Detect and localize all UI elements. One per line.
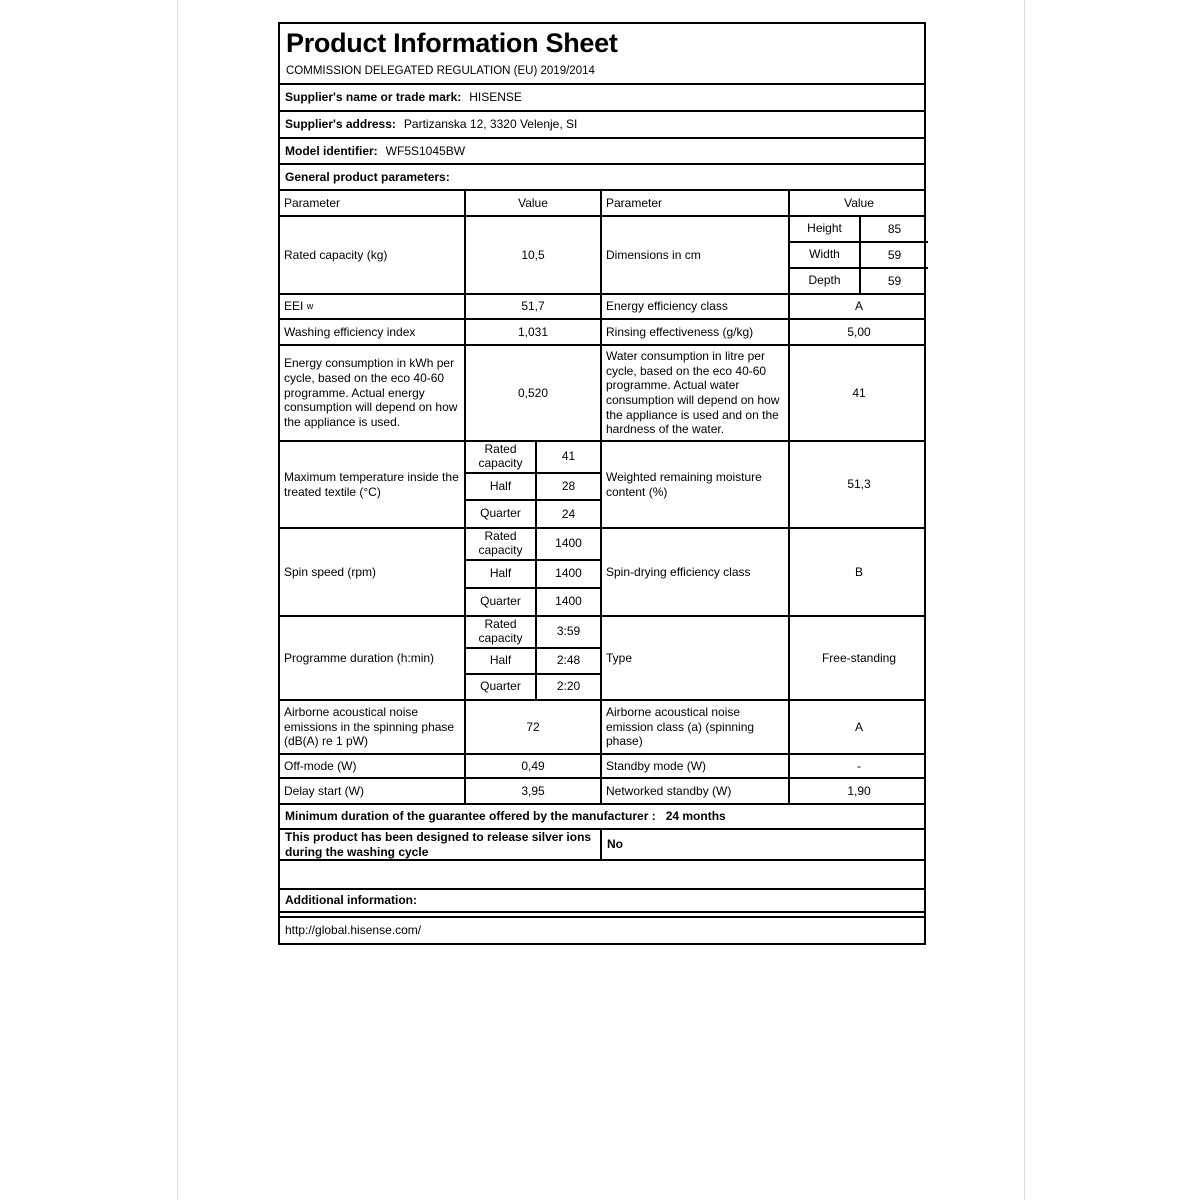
row-general-parameters bbox=[280, 165, 924, 191]
regulation-subtitle: COMMISSION DELEGATED REGULATION (EU) 2019/2014 bbox=[286, 65, 595, 78]
max-temp-half-label: Half bbox=[489, 478, 512, 493]
max-temp-half-value: 28 bbox=[535, 474, 600, 500]
spin-speed-values bbox=[464, 529, 600, 615]
max-temperature-label: Maximum temperature inside the treated textile (°C) bbox=[284, 469, 459, 499]
spin-quarter-label: Quarter bbox=[480, 594, 521, 608]
duration-quarter-label: Quarter bbox=[480, 679, 521, 693]
row-column-headers bbox=[280, 191, 924, 217]
duration-half-row bbox=[466, 649, 600, 675]
model-identifier-value: WF5S1045BW bbox=[385, 143, 466, 158]
airborne-noise-label: Airborne acoustical noise emissions in the spinning phase (dB(A) re 1 pW) bbox=[284, 705, 455, 749]
dimension-depth-row bbox=[790, 269, 928, 293]
supplier-url: http://global.hisense.com/ bbox=[285, 923, 422, 937]
airborne-noise-value: 72 bbox=[464, 701, 600, 753]
type-label: Type bbox=[600, 617, 788, 699]
water-consumption-value: 41 bbox=[788, 346, 928, 440]
header-value-right: Value bbox=[788, 191, 928, 215]
supplier-name-value: HISENSE bbox=[469, 90, 522, 104]
row-energy-consumption bbox=[280, 346, 924, 442]
row-additional-info bbox=[280, 890, 924, 913]
spin-drying-class-value: B bbox=[788, 529, 928, 615]
dimensions-label: Dimensions in cm bbox=[600, 217, 788, 293]
water-consumption-label: Water consumption in litre per cycle, based on the eco 40-60 programme. Actual water consumption will depend on how the appliance is used and on the hardness of the water. bbox=[600, 346, 788, 440]
dimension-depth-label: Depth bbox=[808, 273, 841, 288]
duration-rated-value: 3:59 bbox=[535, 617, 600, 647]
spin-quarter-value: 1400 bbox=[535, 589, 600, 615]
eei-label: EEI w bbox=[284, 299, 314, 313]
duration-half-value: 2:48 bbox=[535, 649, 600, 673]
delay-start-value: 3,95 bbox=[464, 779, 600, 803]
standby-mode-value: - bbox=[788, 755, 928, 777]
row-washing-efficiency bbox=[280, 320, 924, 346]
networked-standby-value: 1,90 bbox=[788, 779, 928, 803]
row-silver-ions bbox=[280, 830, 924, 861]
header-parameter-left: Parameter bbox=[284, 195, 341, 210]
spin-half-label: Half bbox=[489, 565, 512, 580]
additional-info-label: Additional information: bbox=[285, 893, 417, 907]
moisture-content-value: 51,3 bbox=[788, 442, 928, 527]
spin-rated-row bbox=[466, 529, 600, 561]
programme-duration-values bbox=[464, 617, 600, 699]
row-url bbox=[280, 918, 924, 943]
dimension-depth-value: 59 bbox=[859, 269, 928, 293]
dimension-width-row bbox=[790, 243, 928, 269]
rinsing-effectiveness-value: 5,00 bbox=[788, 320, 928, 344]
rated-capacity-label: Rated capacity (kg) bbox=[284, 247, 388, 262]
rinsing-effectiveness-label: Rinsing effectiveness (g/kg) bbox=[600, 320, 788, 344]
row-empty bbox=[280, 861, 924, 890]
max-temperature-values bbox=[464, 442, 600, 527]
title-block bbox=[280, 24, 924, 85]
spacer-cell bbox=[280, 913, 924, 916]
product-information-sheet bbox=[278, 22, 926, 945]
row-off-mode bbox=[280, 755, 924, 779]
dimension-width-value: 59 bbox=[859, 243, 928, 267]
supplier-name-label: Supplier's name or trade mark: bbox=[285, 90, 462, 104]
spin-half-row bbox=[466, 561, 600, 589]
page-margin-right bbox=[1024, 0, 1025, 1200]
spin-speed-label: Spin speed (rpm) bbox=[284, 564, 377, 579]
guarantee-cell bbox=[280, 805, 924, 828]
eei-value: 51,7 bbox=[464, 295, 600, 318]
dimensions-values bbox=[788, 217, 928, 293]
supplier-address-cell bbox=[280, 112, 924, 137]
row-eei bbox=[280, 295, 924, 320]
model-identifier-cell bbox=[280, 139, 924, 163]
eei-subscript: w bbox=[306, 300, 314, 311]
delay-start-label: Delay start (W) bbox=[284, 783, 365, 798]
programme-duration-label: Programme duration (h:min) bbox=[284, 650, 435, 665]
airborne-noise-class-label: Airborne acoustical noise emission class (a) (spinning phase) bbox=[600, 701, 788, 753]
max-temp-rated-label: Rated capacity bbox=[478, 442, 523, 470]
duration-quarter-row bbox=[466, 675, 600, 699]
spin-rated-value: 1400 bbox=[535, 529, 600, 559]
max-temp-rated-value: 41 bbox=[535, 442, 600, 472]
spin-quarter-row bbox=[466, 589, 600, 615]
energy-class-label: Energy efficiency class bbox=[600, 295, 788, 318]
energy-class-value: A bbox=[788, 295, 928, 318]
washing-efficiency-value: 1,031 bbox=[464, 320, 600, 344]
airborne-noise-class-value: A bbox=[788, 701, 928, 753]
row-programme-duration bbox=[280, 617, 924, 701]
row-max-temperature bbox=[280, 442, 924, 529]
row-delay-start bbox=[280, 779, 924, 805]
duration-rated-row bbox=[466, 617, 600, 649]
networked-standby-label: Networked standby (W) bbox=[600, 779, 788, 803]
page-margin-left bbox=[177, 0, 178, 1200]
spin-drying-class-label: Spin-drying efficiency class bbox=[600, 529, 788, 615]
page-title: Product Information Sheet bbox=[286, 28, 618, 58]
guarantee-label: Minimum duration of the guarantee offered by the manufacturer : bbox=[285, 809, 656, 823]
energy-consumption-label: Energy consumption in kWh per cycle, based on the eco 40-60 programme. Actual energy consumption will depend on how the appliance is used. bbox=[284, 356, 458, 429]
max-temp-quarter-row bbox=[466, 501, 600, 527]
dimension-height-label: Height bbox=[807, 221, 842, 236]
row-model-identifier bbox=[280, 139, 924, 165]
max-temp-quarter-label: Quarter bbox=[480, 506, 521, 521]
dimension-height-row bbox=[790, 217, 928, 243]
spin-rated-label: Rated capacity bbox=[478, 529, 523, 557]
dimension-width-label: Width bbox=[809, 247, 840, 262]
max-temp-quarter-value: 24 bbox=[535, 501, 600, 527]
header-parameter-right: Parameter bbox=[600, 191, 788, 215]
supplier-name-cell bbox=[280, 85, 924, 110]
duration-rated-label: Rated capacity bbox=[478, 617, 523, 645]
off-mode-value: 0,49 bbox=[464, 755, 600, 777]
standby-mode-label: Standby mode (W) bbox=[600, 755, 788, 777]
dimension-height-value: 85 bbox=[859, 217, 928, 241]
model-identifier-label: Model identifier: bbox=[285, 143, 378, 158]
max-temp-half-row bbox=[466, 474, 600, 502]
row-supplier-address bbox=[280, 112, 924, 139]
energy-consumption-value: 0,520 bbox=[464, 346, 600, 440]
washing-efficiency-label: Washing efficiency index bbox=[284, 324, 416, 339]
max-temp-rated-row bbox=[466, 442, 600, 474]
supplier-address-value: Partizanska 12, 3320 Velenje, SI bbox=[403, 117, 578, 131]
row-airborne-noise bbox=[280, 701, 924, 755]
silver-ions-label: This product has been designed to release silver ions during the washing cycle bbox=[285, 829, 592, 859]
type-value: Free-standing bbox=[788, 617, 928, 699]
duration-quarter-value: 2:20 bbox=[535, 675, 600, 699]
duration-half-label: Half bbox=[489, 652, 512, 667]
off-mode-label: Off-mode (W) bbox=[284, 758, 357, 773]
rated-capacity-value: 10,5 bbox=[464, 217, 600, 293]
row-spin-speed bbox=[280, 529, 924, 617]
row-rated-capacity bbox=[280, 217, 924, 295]
guarantee-value: 24 months bbox=[665, 809, 726, 823]
silver-ions-value: No bbox=[600, 830, 924, 859]
supplier-address-label: Supplier's address: bbox=[285, 117, 396, 131]
row-guarantee bbox=[280, 805, 924, 830]
spin-half-value: 1400 bbox=[535, 561, 600, 587]
moisture-content-label: Weighted remaining moisture content (%) bbox=[600, 442, 788, 527]
empty-cell bbox=[280, 861, 924, 888]
header-value-left: Value bbox=[464, 191, 600, 215]
general-parameters-label: General product parameters: bbox=[285, 169, 450, 184]
row-supplier-name bbox=[280, 85, 924, 112]
